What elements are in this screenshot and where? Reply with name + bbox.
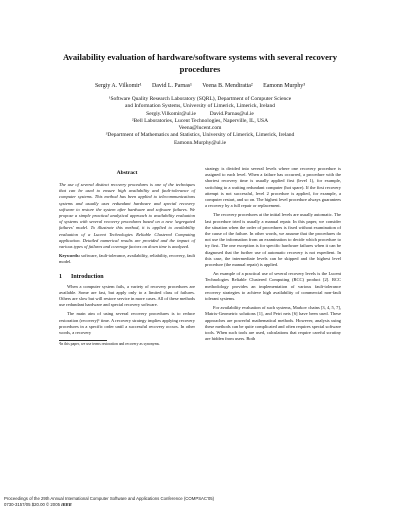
footer-copyright bbox=[4, 502, 214, 508]
affiliations bbox=[40, 96, 360, 147]
title-line-2: procedures bbox=[179, 63, 221, 74]
page-footer bbox=[4, 496, 214, 507]
keywords bbox=[59, 253, 195, 265]
body-paragraph: For availability evaluation of such systems, Markov chains [3, 4, 5, 7], Matrix-Geometric solutions [1], and Petri nets [6] have been used. These approaches are powerful mathematical methods. However, analysis using these methods can be quite complicated and often requires special software tools. When such tools are used, calculations that require careful scrutiny are hidden from users. Both bbox=[205, 305, 341, 342]
section-number: 1 bbox=[59, 273, 62, 280]
body-paragraph: The recovery procedures at the initial levels are usually automatic. The last procedure tried is usually a manual repair. In this paper, we consider the situation when the order of procedures is fixed without examination of the cause of the failure. In other words, we assume that the procedures do not use the information from an examination to decide which procedure to try first. The one exception is for specific hardware failures when it can be diagnosed that the further use of automatic recovery is not expedient. In this case, the intermediate levels can be skipped and the highest level procedure (the manual repair) is applied. bbox=[205, 212, 341, 268]
right-column bbox=[205, 166, 341, 342]
footnote-rule bbox=[59, 340, 107, 341]
keywords-label: Keywords: bbox=[59, 253, 80, 259]
affiliation-line: and Information Systems, University of Limerick, Limerick, Ireland bbox=[125, 103, 275, 110]
author-parnas: David L. Parnas¹ bbox=[152, 83, 192, 89]
affiliation-line: ³Department of Mathematics and Statistics, University of Limerick, Limerick, Ireland bbox=[105, 132, 295, 139]
body-paragraph: The main aim of using several recovery procedures is to reduce restoration (recovery)¹ time. A recovery strategy implies applying recovery procedures in a specific order until a successful recovery occurs. In other words, a recovery bbox=[59, 311, 195, 336]
affiliation-emails: Sergiy.Vilkomir@ul.ie David.Parnas@ul.ie bbox=[146, 110, 254, 117]
section-heading bbox=[59, 273, 195, 281]
footer-issn: 0730-3157/05 $20.00 © 2005 bbox=[4, 501, 60, 507]
section-title: Introduction bbox=[71, 273, 104, 280]
affiliation-email: Eamonn.Murphy@ul.ie bbox=[173, 139, 227, 146]
keywords-text: software, fault-tolerance, availability, reliability, recovery, fault model. bbox=[59, 253, 196, 265]
affiliation-line: ¹Software Quality Research Laboratory (SQRL), Department of Computer Science bbox=[108, 96, 292, 102]
footnote: ¹In this paper, we use terms restoration and recovery as synonyms. bbox=[59, 342, 160, 347]
ieee-logo: IEEE bbox=[61, 501, 72, 507]
affiliation-email: Veena@lucent.com bbox=[178, 125, 222, 132]
footer-proceedings: Proceedings of the 29th Annual International Computer Software and Applications Conference (COMPSAC'05) bbox=[4, 496, 215, 501]
author-vilkomir: Sergiy A. Vilkomir¹ bbox=[95, 83, 142, 89]
author-murphy: Eamonn Murphy³ bbox=[263, 83, 305, 89]
title-line-1: Availability evaluation of hardware/software systems with several recovery bbox=[62, 52, 338, 62]
affiliation-line: ²Bell Laboratories, Lucent Technologies, Naperville, IL, USA bbox=[131, 117, 269, 124]
body-paragraph: When a computer system fails, a variety of recovery procedures are available. Some are fast, but apply only to a limited class of failures. Others are slow but will restore service in more cases. All of these methods use redundant hardware and special recovery software. bbox=[59, 283, 195, 308]
left-column bbox=[59, 166, 195, 347]
abstract-heading: Abstract bbox=[116, 170, 138, 176]
paper-title bbox=[40, 52, 360, 75]
author-mendiratta: Veena B. Mendiratta² bbox=[202, 83, 253, 89]
author-list bbox=[40, 82, 360, 90]
body-paragraph: strategy is divided into several levels where one recovery procedure is assigned to each level. When a failure has occurred, a procedure with the shortest recovery time is usually applied first (level 1), for example, switching to a waiting redundant computer (hot spare). If the first recovery attempt is not successful, level 2 procedure is applied, for example, a computer restart, and so on. The highest level procedure always guarantees a recovery by a full repair or replacement. bbox=[205, 166, 341, 209]
body-paragraph: An example of a practical use of several recovery levels is the Lucent Technologies Reliable Clustered Computing (RCC) product [2]. RCC methodology provides an implementation of various fault-tolerance recovery strategies to achieve high availability of commercial non-fault tolerant systems. bbox=[205, 271, 341, 302]
abstract-text: The use of several distinct recovery procedures is one of the techniques that can be used to ensure high availability and fault-tolerance of computer systems. This method has been applied to telecommunications systems and usually uses redundant hardware and special recovery software to restore the system after hardware and software failures. We propose a simple practical analytical approach to availability evaluation of systems with several recovery procedures based on a new 'segregated failures' model. To illustrate this method, it is applied to availability evaluation of a Lucent Technologies Reliable Clustered Computing application. Detailed numerical results are provided and the impact of various types of failures and coverage factors on down time is analyzed. bbox=[59, 182, 195, 250]
